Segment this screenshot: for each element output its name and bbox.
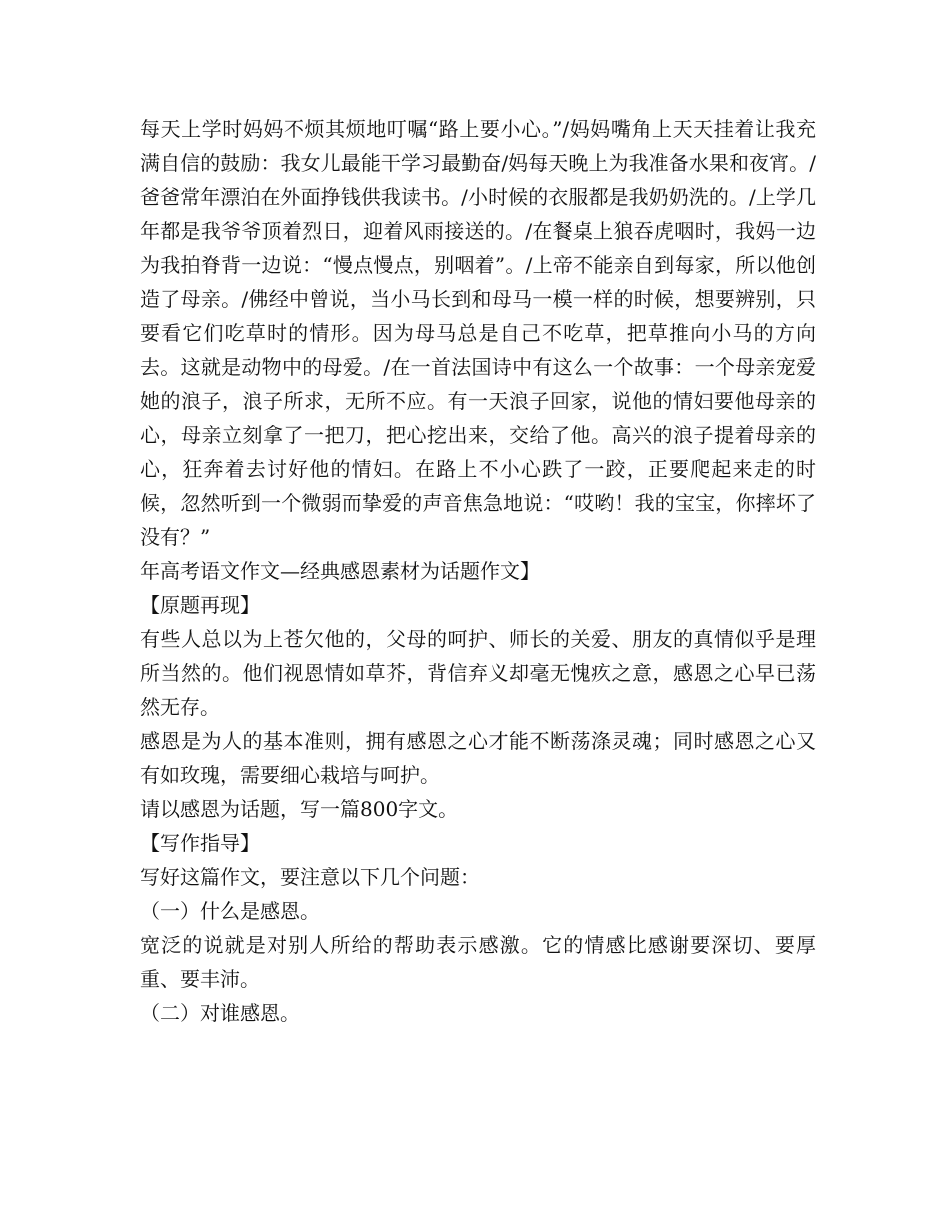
paragraph-gratitude-examples: 每天上学时妈妈不烦其烦地叮嘱“路上要小心。”/妈妈嘴角上天天挂着让我充满自信的鼓励：我女儿最能干学习最勤奋/妈每天晚上为我准备水果和夜宵。/爸爸常年漂泊在外面挣钱供我读书。/小时候的衣服都是我奶奶洗的。/上学几年都是我爷爷顶着烈日，迎着风雨接送的。/在餐桌上狼吞虎咽时，我妈一边为我拍脊背一边说：“慢点慢点，别咽着”。/上帝不能亲自到每家，所以他创造了母亲。/佛经中曾说，当小马长到和母马一模一样的时候，想要辨别，只要看它们吃草时的情形。因为母马总是自己不吃草，把草推向小马的方向去。这就是动物中的母爱。/在一首法国诗中有这么一个故事：一个母亲宠爱她的浪子，浪子所求，无所不应。有一天浪子回家，说他的情妇要他母亲的心，母亲立刻拿了一把刀，把心挖出来，交给了他。高兴的浪子提着母亲的心，狂奔着去讨好他的情妇。在路上不小心跌了一跤，正要爬起来走的时候，忽然听到一个微弱而挚爱的声音焦急地说：“哎哟！我的宝宝，你摔坏了没有？”	[140, 117, 816, 549]
section-heading-writing-guide: 【写作指导】	[140, 831, 260, 855]
paragraph-question-task: 请以感恩为话题，写一篇800字文。	[140, 797, 459, 821]
document-body	[140, 112, 816, 1030]
section-heading-original-question: 【原题再现】	[140, 593, 260, 617]
subheading-what-is-gratitude: （一）什么是感恩。	[140, 899, 320, 923]
paragraph-gratitude-definition: 宽泛的说就是对别人所给的帮助表示感激。它的情感比感谢要深切、要厚重、要丰沛。	[140, 933, 816, 991]
paragraph-question-principle: 感恩是为人的基本准则，拥有感恩之心才能不断荡涤灵魂；同时感恩之心又有如玫瑰，需要细心栽培与呵护。	[140, 729, 816, 787]
subheading-who-to-thank: （二）对谁感恩。	[140, 1001, 300, 1025]
paragraph-question-intro: 有些人总以为上苍欠他的，父母的呵护、师长的关爱、朋友的真情似乎是理所当然的。他们视恩情如草芥，背信弃义却毫无愧疚之意，感恩之心早已荡然无存。	[140, 627, 816, 719]
essay-title-line: 年高考语文作文—经典感恩素材为话题作文】	[140, 559, 540, 583]
paragraph-guide-intro: 写好这篇作文，要注意以下几个问题：	[140, 865, 480, 889]
